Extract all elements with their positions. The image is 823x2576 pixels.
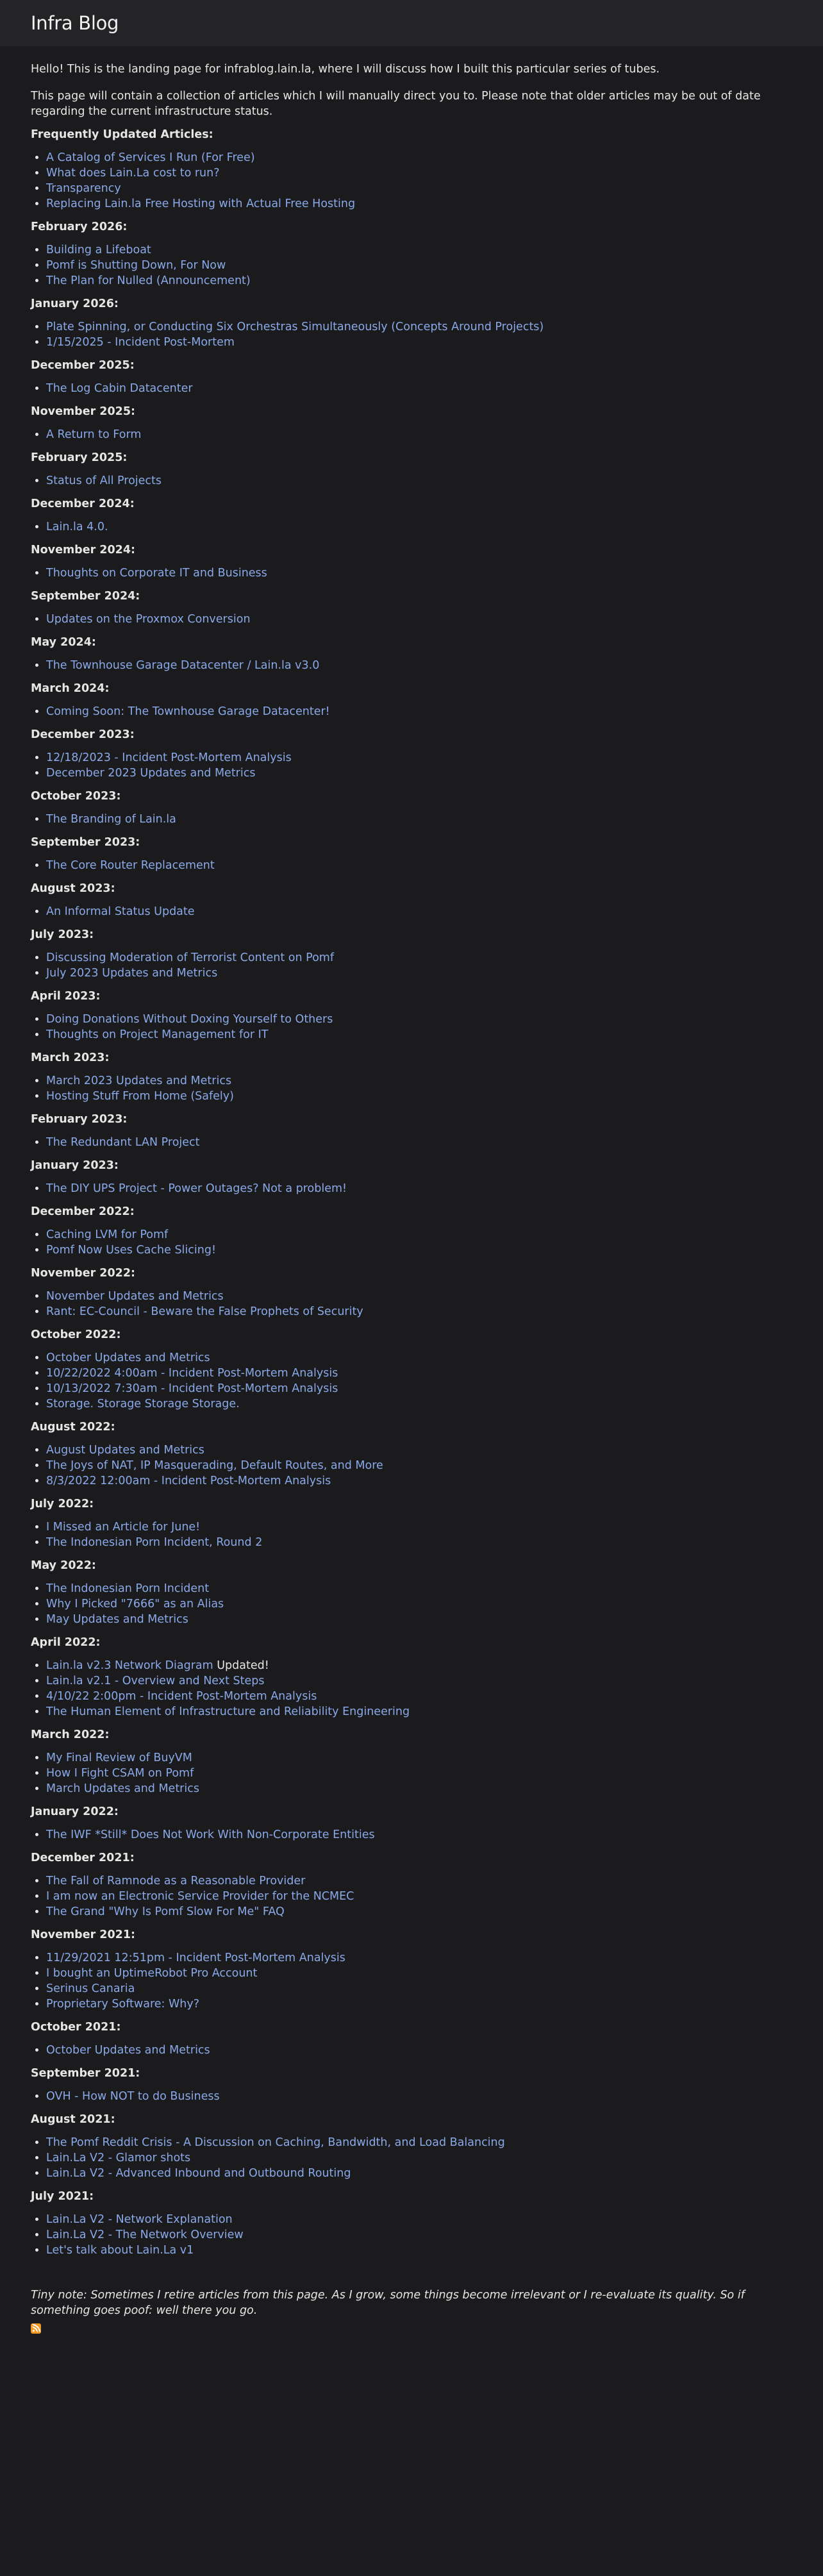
section-heading: November 2022:: [31, 1267, 136, 1280]
article-list-item: [46, 1519, 792, 1535]
article-link[interactable]: Lain.La V2 - The Network Overview: [46, 2229, 244, 2241]
article-list-item: [46, 612, 792, 627]
section-heading: Frequently Updated Articles:: [31, 128, 213, 141]
article-list-item: [46, 2150, 792, 2166]
section-heading: September 2024:: [31, 590, 140, 603]
section-heading: December 2023:: [31, 728, 135, 741]
article-list-item: [46, 2135, 792, 2150]
article-list-item: [46, 319, 792, 335]
article-list-item: [46, 1012, 792, 1027]
article-link[interactable]: OVH - How NOT to do Business: [46, 2090, 220, 2103]
article-list: [31, 812, 792, 827]
article-link[interactable]: 12/18/2023 - Incident Post-Mortem Analysis: [46, 751, 292, 764]
article-list: [31, 1350, 792, 1412]
article-link[interactable]: 11/29/2021 12:51pm - Incident Post-Mortem Analysis: [46, 1952, 345, 1964]
section-heading: November 2021:: [31, 1928, 136, 1941]
article-link[interactable]: Updates on the Proxmox Conversion: [46, 613, 251, 626]
section-heading: January 2023:: [31, 1159, 119, 1172]
article-link[interactable]: Discussing Moderation of Terrorist Content on Pomf: [46, 951, 334, 964]
article-link[interactable]: May Updates and Metrics: [46, 1613, 188, 1626]
article-list-item: [46, 1581, 792, 1596]
article-list: [31, 473, 792, 489]
article-list-item: [46, 1227, 792, 1242]
article-list: [31, 1519, 792, 1550]
article-list-item: [46, 1289, 792, 1304]
section-heading: September 2023:: [31, 836, 140, 849]
article-list-item: [46, 1181, 792, 1196]
article-list: [31, 1181, 792, 1196]
article-link[interactable]: A Return to Form: [46, 428, 142, 441]
article-list-item: [46, 1135, 792, 1150]
article-list-item: [46, 2227, 792, 2243]
section-heading: October 2023:: [31, 790, 121, 803]
section-heading: March 2023:: [31, 1051, 110, 1064]
article-list-item: [46, 1381, 792, 1396]
article-link[interactable]: Transparency: [46, 182, 121, 195]
article-link[interactable]: Lain.La V2 - Glamor shots: [46, 2152, 191, 2164]
section-heading: July 2022:: [31, 1498, 94, 1510]
article-link[interactable]: The Human Element of Infrastructure and Reliability Engineering: [46, 1705, 410, 1718]
article-link-suffix: Updated!: [213, 1659, 269, 1672]
article-link[interactable]: A Catalog of Services I Run (For Free): [46, 151, 255, 164]
article-list-item: [46, 1981, 792, 1996]
intro-paragraph: Hello! This is the landing page for infrablog.lain.la, where I will discuss how I built this particular series of tubes.: [31, 63, 660, 76]
article-link[interactable]: Thoughts on Project Management for IT: [46, 1028, 269, 1041]
article-list: [31, 2135, 792, 2181]
article-list-item: [46, 858, 792, 873]
article-link[interactable]: How I Fight CSAM on Pomf: [46, 1767, 194, 1780]
article-link[interactable]: Replacing Lain.la Free Hosting with Actual Free Hosting: [46, 197, 356, 210]
main-content: [0, 46, 823, 2338]
article-list: [31, 565, 792, 581]
article-list: [31, 319, 792, 350]
article-list-item: [46, 1027, 792, 1042]
article-list-item: [46, 1950, 792, 1966]
article-list-item: [46, 966, 792, 981]
article-link[interactable]: Storage. Storage Storage Storage.: [46, 1398, 240, 1410]
article-link[interactable]: The Indonesian Porn Incident: [46, 1582, 210, 1595]
article-list-item: [46, 181, 792, 196]
article-link[interactable]: Rant: EC-Council - Beware the False Prophets of Security: [46, 1305, 363, 1318]
article-link[interactable]: The Plan for Nulled (Announcement): [46, 274, 251, 287]
article-link[interactable]: December 2023 Updates and Metrics: [46, 767, 256, 780]
article-list-item: [46, 2212, 792, 2227]
section-heading: July 2021:: [31, 2190, 94, 2203]
article-link[interactable]: Lain.la v2.1 - Overview and Next Steps: [46, 1675, 265, 1687]
site-header: [0, 0, 823, 46]
article-link[interactable]: My Final Review of BuyVM: [46, 1752, 192, 1764]
article-link[interactable]: March Updates and Metrics: [46, 1782, 199, 1795]
article-link[interactable]: Pomf Now Uses Cache Slicing!: [46, 1244, 216, 1257]
section-heading: January 2022:: [31, 1805, 119, 1818]
article-list: [31, 1873, 792, 1919]
article-list-item: [46, 1904, 792, 1919]
section-heading: July 2023:: [31, 928, 94, 941]
article-link[interactable]: The IWF *Still* Does Not Work With Non-Corporate Entities: [46, 1828, 375, 1841]
article-list-item: [46, 1612, 792, 1627]
article-link[interactable]: Let's talk about Lain.La v1: [46, 2244, 194, 2257]
article-link[interactable]: Thoughts on Corporate IT and Business: [46, 567, 267, 580]
article-link[interactable]: October Updates and Metrics: [46, 2044, 210, 2057]
article-list-item: [46, 750, 792, 765]
article-list: [31, 150, 792, 212]
section-heading: November 2024:: [31, 544, 136, 556]
article-list: [31, 381, 792, 396]
article-list-item: [46, 1396, 792, 1412]
article-list-item: [46, 427, 792, 442]
article-list-item: [46, 381, 792, 396]
article-link[interactable]: Why I Picked "7666" as an Alias: [46, 1598, 224, 1610]
article-list-item: [46, 1443, 792, 1458]
article-link[interactable]: Lain.la 4.0.: [46, 521, 108, 533]
article-link[interactable]: Serinus Canaria: [46, 1982, 135, 1995]
article-link[interactable]: I Missed an Article for June!: [46, 1521, 201, 1534]
article-link[interactable]: The Grand "Why Is Pomf Slow For Me" FAQ: [46, 1905, 285, 1918]
article-list: [31, 904, 792, 919]
section-heading: October 2021:: [31, 2021, 121, 2034]
article-list: [31, 950, 792, 981]
section-heading: May 2022:: [31, 1559, 96, 1572]
article-link[interactable]: The Townhouse Garage Datacenter / Lain.la v3.0: [46, 659, 320, 672]
article-list-item: [46, 150, 792, 165]
article-link[interactable]: Lain.La V2 - Network Explanation: [46, 2213, 233, 2226]
article-link[interactable]: October Updates and Metrics: [46, 1351, 210, 1364]
article-list-item: [46, 2043, 792, 2058]
article-link[interactable]: The Redundant LAN Project: [46, 1136, 200, 1149]
article-list-item: [46, 519, 792, 535]
site-title-link[interactable]: Infra Blog: [31, 12, 119, 34]
article-link[interactable]: 10/13/2022 7:30am - Incident Post-Mortem Analysis: [46, 1382, 338, 1395]
article-list: [31, 1012, 792, 1042]
article-list: [31, 750, 792, 781]
article-link[interactable]: The DIY UPS Project - Power Outages? Not a problem!: [46, 1182, 347, 1195]
article-list-item: [46, 904, 792, 919]
article-link[interactable]: The Joys of NAT, IP Masquerading, Default Routes, and More: [46, 1459, 383, 1472]
section-heading: November 2025:: [31, 405, 136, 418]
article-list-item: [46, 565, 792, 581]
section-heading: April 2023:: [31, 990, 101, 1003]
article-link[interactable]: I bought an UptimeRobot Pro Account: [46, 1967, 258, 1980]
article-list-item: [46, 1073, 792, 1089]
article-link[interactable]: 4/10/22 2:00pm - Incident Post-Mortem Analysis: [46, 1690, 317, 1703]
article-list-item: [46, 1766, 792, 1781]
article-list-item: [46, 1658, 792, 1673]
rss-feed-icon[interactable]: [31, 2323, 41, 2334]
article-link[interactable]: Proprietary Software: Why?: [46, 1998, 200, 2011]
article-link[interactable]: Lain.la v2.3 Network Diagram: [46, 1659, 213, 1672]
article-link[interactable]: The Core Router Replacement: [46, 859, 215, 872]
section-heading: August 2022:: [31, 1421, 115, 1434]
article-list-item: [46, 273, 792, 289]
article-list-item: [46, 1242, 792, 1258]
article-list-item: [46, 950, 792, 966]
article-link[interactable]: August Updates and Metrics: [46, 1444, 204, 1457]
article-list-item: [46, 165, 792, 181]
article-link[interactable]: March 2023 Updates and Metrics: [46, 1075, 232, 1087]
article-list-item: [46, 1689, 792, 1704]
article-list: [31, 519, 792, 535]
article-list: [31, 242, 792, 289]
article-list-item: [46, 1304, 792, 1319]
article-list: [31, 704, 792, 719]
section-heading: December 2021:: [31, 1852, 135, 1864]
article-list: [31, 1827, 792, 1843]
article-link[interactable]: The Indonesian Porn Incident, Round 2: [46, 1536, 263, 1549]
section-heading: March 2022:: [31, 1728, 110, 1741]
article-list-item: [46, 335, 792, 350]
article-list: [31, 1658, 792, 1719]
article-list: [31, 1950, 792, 2012]
article-list-item: [46, 1535, 792, 1550]
article-list: [31, 2043, 792, 2058]
article-list-item: [46, 2243, 792, 2258]
article-list-item: [46, 473, 792, 489]
article-list-item: [46, 704, 792, 719]
article-link[interactable]: An Informal Status Update: [46, 905, 195, 918]
section-heading: December 2024:: [31, 498, 135, 510]
article-link[interactable]: Hosting Stuff From Home (Safely): [46, 1090, 234, 1103]
article-list-item: [46, 1996, 792, 2012]
article-list: [31, 1750, 792, 1796]
article-list-item: [46, 1966, 792, 1981]
article-list: [31, 858, 792, 873]
article-link[interactable]: 10/22/2022 4:00am - Incident Post-Mortem Analysis: [46, 1367, 338, 1380]
article-list-item: [46, 1889, 792, 1904]
article-list: [31, 1581, 792, 1627]
section-heading: April 2022:: [31, 1636, 101, 1649]
section-heading: September 2021:: [31, 2067, 140, 2080]
article-list-item: [46, 1458, 792, 1473]
article-link[interactable]: Status of All Projects: [46, 474, 162, 487]
article-link[interactable]: November Updates and Metrics: [46, 1290, 224, 1303]
article-list-item: [46, 1473, 792, 1489]
article-list-item: [46, 1873, 792, 1889]
article-list: [31, 612, 792, 627]
article-list: [31, 658, 792, 673]
article-link[interactable]: The Log Cabin Datacenter: [46, 382, 193, 395]
article-link[interactable]: Coming Soon: The Townhouse Garage Datacenter!: [46, 705, 330, 718]
section-heading: August 2021:: [31, 2113, 115, 2126]
article-list-item: [46, 1673, 792, 1689]
article-link[interactable]: Plate Spinning, or Conducting Six Orchestras Simultaneously (Concepts Around Projects): [46, 321, 544, 333]
article-link[interactable]: 1/15/2025 - Incident Post-Mortem: [46, 336, 235, 349]
article-list-item: [46, 2089, 792, 2104]
section-heading: August 2023:: [31, 882, 115, 895]
article-link[interactable]: July 2023 Updates and Metrics: [46, 967, 218, 980]
article-list: [31, 1073, 792, 1104]
article-link[interactable]: The Pomf Reddit Crisis - A Discussion on Caching, Bandwidth, and Load Balancing: [46, 2136, 505, 2149]
article-link[interactable]: The Fall of Ramnode as a Reasonable Provider: [46, 1875, 306, 1887]
article-list-item: [46, 1750, 792, 1766]
article-link[interactable]: I am now an Electronic Service Provider for the NCMEC: [46, 1890, 354, 1903]
article-link[interactable]: Lain.La V2 - Advanced Inbound and Outbound Routing: [46, 2167, 351, 2180]
article-list-item: [46, 1366, 792, 1381]
section-heading: May 2024:: [31, 636, 96, 649]
article-list: [31, 1443, 792, 1489]
article-list: [31, 1289, 792, 1319]
article-list: [31, 2212, 792, 2258]
section-heading: February 2025:: [31, 451, 128, 464]
article-list-item: [46, 2166, 792, 2181]
article-link[interactable]: 8/3/2022 12:00am - Incident Post-Mortem Analysis: [46, 1475, 331, 1487]
article-list-item: [46, 1827, 792, 1843]
article-list: [31, 1227, 792, 1258]
section-heading: December 2022:: [31, 1205, 135, 1218]
section-heading: October 2022:: [31, 1328, 121, 1341]
article-list-item: [46, 1704, 792, 1719]
article-list-item: [46, 812, 792, 827]
article-link[interactable]: Doing Donations Without Doxing Yourself to Others: [46, 1013, 333, 1026]
article-list-item: [46, 1781, 792, 1796]
article-list-item: [46, 258, 792, 273]
article-list-item: [46, 242, 792, 258]
section-heading: February 2023:: [31, 1113, 128, 1126]
article-list-item: [46, 1596, 792, 1612]
article-list-item: [46, 1089, 792, 1104]
section-heading: January 2026:: [31, 297, 119, 310]
article-list-item: [46, 658, 792, 673]
article-list: [31, 1135, 792, 1150]
article-list: [31, 427, 792, 442]
article-link[interactable]: Caching LVM for Pomf: [46, 1228, 169, 1241]
article-link[interactable]: Building a Lifeboat: [46, 244, 151, 256]
intro-paragraph-details: This page will contain a collection of articles which I will manually direct you to. Please note that older articles may be out of date regarding the current infrastructure status.: [31, 90, 761, 118]
article-list-item: [46, 196, 792, 212]
section-heading: December 2025:: [31, 359, 135, 372]
section-heading: February 2026:: [31, 221, 128, 233]
article-list-item: [46, 765, 792, 781]
section-heading: March 2024:: [31, 682, 110, 695]
article-link[interactable]: Pomf is Shutting Down, For Now: [46, 259, 226, 272]
retire-note: Tiny note: Sometimes I retire articles from this page. As I grow, some things become irrelevant or I re-evaluate its quality. So if something goes poof: well there you go.: [31, 2289, 745, 2317]
article-index: [31, 127, 792, 2258]
article-link[interactable]: The Branding of Lain.la: [46, 813, 176, 826]
article-list: [31, 2089, 792, 2104]
article-list-item: [46, 1350, 792, 1366]
article-link[interactable]: What does Lain.La cost to run?: [46, 167, 220, 180]
